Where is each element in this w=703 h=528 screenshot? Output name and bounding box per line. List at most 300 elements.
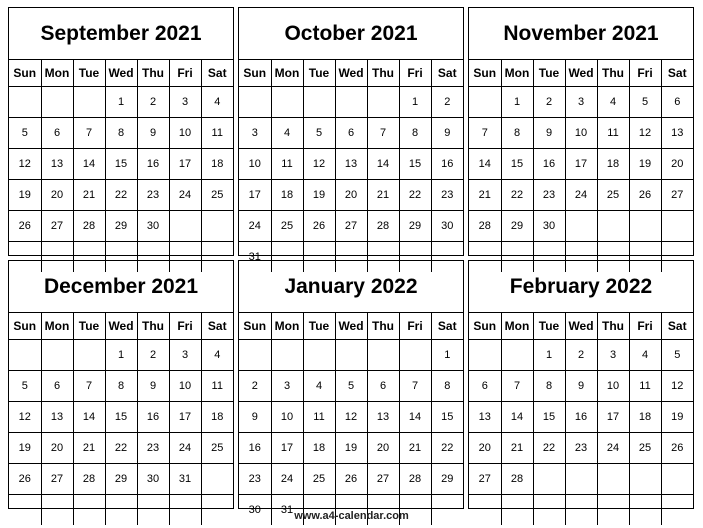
month-title: November 2021 xyxy=(469,8,693,60)
day-cell: 13 xyxy=(469,402,501,433)
month-calendar xyxy=(238,7,464,263)
day-cell: 27 xyxy=(335,211,367,242)
weekday-header: Wed xyxy=(105,60,137,87)
day-cell: 17 xyxy=(239,180,271,211)
day-cell: 28 xyxy=(73,211,105,242)
day-cell: 31 xyxy=(169,464,201,495)
day-cell: 21 xyxy=(399,433,431,464)
day-cell: 22 xyxy=(533,433,565,464)
day-cell: 15 xyxy=(501,149,533,180)
day-cell: 14 xyxy=(367,149,399,180)
day-cell: 5 xyxy=(629,87,661,118)
day-cell: 24 xyxy=(169,433,201,464)
day-cell: 16 xyxy=(137,402,169,433)
day-cell: 7 xyxy=(501,371,533,402)
day-cell: 12 xyxy=(661,371,693,402)
day-cell xyxy=(73,340,105,371)
day-cell: 27 xyxy=(41,464,73,495)
day-cell: 21 xyxy=(469,180,501,211)
month-table xyxy=(469,313,693,525)
day-cell: 26 xyxy=(303,211,335,242)
weekday-header: Thu xyxy=(367,60,399,87)
weekday-header: Mon xyxy=(41,313,73,340)
day-cell: 3 xyxy=(565,87,597,118)
day-cell xyxy=(335,340,367,371)
month-calendar xyxy=(8,260,234,509)
day-cell: 8 xyxy=(399,118,431,149)
weekday-header: Mon xyxy=(501,313,533,340)
day-cell: 17 xyxy=(169,149,201,180)
day-cell: 29 xyxy=(105,464,137,495)
day-cell xyxy=(597,464,629,495)
day-cell: 16 xyxy=(239,433,271,464)
day-cell: 4 xyxy=(303,371,335,402)
day-cell: 17 xyxy=(565,149,597,180)
day-cell xyxy=(303,87,335,118)
week-row xyxy=(9,371,233,402)
day-cell: 20 xyxy=(41,180,73,211)
week-row xyxy=(9,402,233,433)
weekday-header: Mon xyxy=(271,60,303,87)
day-cell: 30 xyxy=(533,211,565,242)
weekday-header: Wed xyxy=(335,313,367,340)
day-cell: 4 xyxy=(201,340,233,371)
day-cell: 30 xyxy=(137,464,169,495)
week-row xyxy=(469,118,693,149)
week-row xyxy=(239,402,463,433)
day-cell: 18 xyxy=(597,149,629,180)
weekday-header-row xyxy=(239,60,463,87)
weekday-header-row xyxy=(239,313,463,340)
day-cell: 13 xyxy=(41,149,73,180)
day-cell xyxy=(303,340,335,371)
day-cell: 30 xyxy=(137,211,169,242)
month-table xyxy=(9,313,233,525)
day-cell: 19 xyxy=(303,180,335,211)
day-cell: 31 xyxy=(271,495,303,526)
day-cell: 31 xyxy=(239,242,271,273)
day-cell: 27 xyxy=(41,211,73,242)
day-cell xyxy=(271,87,303,118)
week-row xyxy=(469,211,693,242)
day-cell: 3 xyxy=(271,371,303,402)
day-cell: 1 xyxy=(105,87,137,118)
day-cell: 2 xyxy=(565,340,597,371)
day-cell: 16 xyxy=(565,402,597,433)
day-cell: 10 xyxy=(565,118,597,149)
weekday-header: Wed xyxy=(565,60,597,87)
week-row xyxy=(469,433,693,464)
day-cell: 26 xyxy=(661,433,693,464)
day-cell: 2 xyxy=(533,87,565,118)
day-cell: 10 xyxy=(239,149,271,180)
day-cell: 13 xyxy=(41,402,73,433)
week-row xyxy=(239,149,463,180)
month-table xyxy=(9,60,233,272)
day-cell: 22 xyxy=(431,433,463,464)
weekday-header: Thu xyxy=(597,60,629,87)
day-cell: 9 xyxy=(239,402,271,433)
day-cell: 25 xyxy=(201,433,233,464)
day-cell: 17 xyxy=(597,402,629,433)
day-cell: 1 xyxy=(501,87,533,118)
day-cell xyxy=(629,211,661,242)
weekday-header: Wed xyxy=(335,60,367,87)
day-cell: 30 xyxy=(239,495,271,526)
weekday-header: Thu xyxy=(137,60,169,87)
weekday-header: Wed xyxy=(105,313,137,340)
week-row xyxy=(9,340,233,371)
day-cell: 12 xyxy=(9,402,41,433)
day-cell: 28 xyxy=(367,211,399,242)
day-cell: 17 xyxy=(169,402,201,433)
day-cell xyxy=(73,87,105,118)
day-cell: 4 xyxy=(271,118,303,149)
day-cell xyxy=(629,464,661,495)
day-cell: 23 xyxy=(137,433,169,464)
footer-website: www.a4-calendar.com xyxy=(294,510,409,522)
day-cell: 1 xyxy=(399,87,431,118)
weekday-header-row xyxy=(469,313,693,340)
month-title: October 2021 xyxy=(239,8,463,60)
day-cell: 15 xyxy=(105,402,137,433)
day-cell: 12 xyxy=(335,402,367,433)
day-cell: 24 xyxy=(565,180,597,211)
week-row xyxy=(9,87,233,118)
month-title: February 2022 xyxy=(469,261,693,313)
weekday-header: Tue xyxy=(303,313,335,340)
week-row xyxy=(9,180,233,211)
day-cell xyxy=(335,87,367,118)
day-cell: 18 xyxy=(271,180,303,211)
day-cell: 14 xyxy=(469,149,501,180)
day-cell: 2 xyxy=(137,340,169,371)
day-cell xyxy=(565,211,597,242)
weekday-header: Sat xyxy=(201,60,233,87)
weekday-header: Fri xyxy=(399,60,431,87)
day-cell: 7 xyxy=(73,118,105,149)
day-cell xyxy=(367,87,399,118)
day-cell xyxy=(565,464,597,495)
weekday-header: Sun xyxy=(469,60,501,87)
week-row xyxy=(239,87,463,118)
month-table xyxy=(239,313,463,525)
day-cell: 27 xyxy=(661,180,693,211)
day-cell: 14 xyxy=(73,149,105,180)
day-cell: 26 xyxy=(335,464,367,495)
day-cell: 16 xyxy=(137,149,169,180)
day-cell: 13 xyxy=(335,149,367,180)
day-cell xyxy=(533,464,565,495)
week-row xyxy=(239,433,463,464)
day-cell xyxy=(201,464,233,495)
day-cell xyxy=(661,211,693,242)
month-table xyxy=(239,60,463,272)
day-cell: 5 xyxy=(661,340,693,371)
weekday-header: Wed xyxy=(565,313,597,340)
day-cell: 25 xyxy=(271,211,303,242)
day-cell: 23 xyxy=(137,180,169,211)
day-cell: 8 xyxy=(105,371,137,402)
day-cell: 9 xyxy=(431,118,463,149)
day-cell: 22 xyxy=(501,180,533,211)
day-cell: 3 xyxy=(239,118,271,149)
day-cell: 9 xyxy=(137,118,169,149)
day-cell: 3 xyxy=(169,340,201,371)
day-cell: 8 xyxy=(501,118,533,149)
day-cell: 5 xyxy=(9,371,41,402)
day-cell: 14 xyxy=(73,402,105,433)
day-cell xyxy=(41,340,73,371)
day-cell: 4 xyxy=(629,340,661,371)
day-cell: 5 xyxy=(335,371,367,402)
week-row xyxy=(9,118,233,149)
day-cell: 18 xyxy=(629,402,661,433)
day-cell: 25 xyxy=(303,464,335,495)
day-cell: 22 xyxy=(105,180,137,211)
day-cell: 19 xyxy=(661,402,693,433)
day-cell: 12 xyxy=(629,118,661,149)
day-cell: 24 xyxy=(169,180,201,211)
day-cell: 6 xyxy=(367,371,399,402)
weekday-header: Sun xyxy=(9,313,41,340)
day-cell: 8 xyxy=(431,371,463,402)
weekday-header: Tue xyxy=(533,313,565,340)
weekday-header: Fri xyxy=(169,313,201,340)
day-cell: 6 xyxy=(41,118,73,149)
day-cell: 1 xyxy=(533,340,565,371)
day-cell: 15 xyxy=(105,149,137,180)
day-cell: 4 xyxy=(597,87,629,118)
week-row xyxy=(469,402,693,433)
week-row xyxy=(469,340,693,371)
weekday-header: Sat xyxy=(201,313,233,340)
day-cell: 1 xyxy=(431,340,463,371)
day-cell: 16 xyxy=(431,149,463,180)
day-cell: 26 xyxy=(629,180,661,211)
day-cell xyxy=(9,340,41,371)
day-cell: 6 xyxy=(469,371,501,402)
weekday-header: Fri xyxy=(629,313,661,340)
day-cell: 22 xyxy=(399,180,431,211)
weekday-header: Fri xyxy=(399,313,431,340)
day-cell: 19 xyxy=(9,180,41,211)
day-cell: 27 xyxy=(469,464,501,495)
weekday-header: Mon xyxy=(501,60,533,87)
day-cell: 24 xyxy=(239,211,271,242)
month-calendar xyxy=(8,7,234,256)
day-cell: 29 xyxy=(431,464,463,495)
day-cell: 18 xyxy=(303,433,335,464)
day-cell xyxy=(41,87,73,118)
day-cell xyxy=(597,211,629,242)
day-cell: 28 xyxy=(73,464,105,495)
day-cell: 14 xyxy=(501,402,533,433)
week-row xyxy=(9,464,233,495)
day-cell: 20 xyxy=(41,433,73,464)
day-cell: 18 xyxy=(201,149,233,180)
day-cell: 19 xyxy=(629,149,661,180)
day-cell: 6 xyxy=(41,371,73,402)
day-cell: 10 xyxy=(271,402,303,433)
weekday-header: Thu xyxy=(367,313,399,340)
weekday-header: Sat xyxy=(431,313,463,340)
day-cell: 23 xyxy=(431,180,463,211)
month-table xyxy=(469,60,693,272)
week-row xyxy=(9,149,233,180)
day-cell: 10 xyxy=(169,118,201,149)
weekday-header: Sun xyxy=(239,60,271,87)
day-cell: 21 xyxy=(73,180,105,211)
day-cell: 11 xyxy=(597,118,629,149)
week-row xyxy=(239,180,463,211)
weekday-header: Thu xyxy=(137,313,169,340)
day-cell: 23 xyxy=(565,433,597,464)
day-cell: 6 xyxy=(661,87,693,118)
day-cell: 21 xyxy=(73,433,105,464)
day-cell: 22 xyxy=(105,433,137,464)
day-cell xyxy=(469,340,501,371)
month-title: January 2022 xyxy=(239,261,463,313)
week-row xyxy=(469,464,693,495)
day-cell: 7 xyxy=(399,371,431,402)
day-cell: 29 xyxy=(501,211,533,242)
day-cell: 15 xyxy=(533,402,565,433)
day-cell: 30 xyxy=(431,211,463,242)
week-row xyxy=(469,371,693,402)
day-cell: 11 xyxy=(201,371,233,402)
week-row xyxy=(469,149,693,180)
day-cell: 25 xyxy=(201,180,233,211)
weekday-header: Tue xyxy=(533,60,565,87)
day-cell: 17 xyxy=(271,433,303,464)
day-cell: 15 xyxy=(431,402,463,433)
month-calendar xyxy=(468,260,694,509)
day-cell: 8 xyxy=(533,371,565,402)
day-cell: 2 xyxy=(239,371,271,402)
week-row xyxy=(9,211,233,242)
day-cell: 11 xyxy=(629,371,661,402)
day-cell: 6 xyxy=(335,118,367,149)
day-cell: 8 xyxy=(105,118,137,149)
day-cell: 24 xyxy=(597,433,629,464)
day-cell: 29 xyxy=(105,211,137,242)
weekday-header: Thu xyxy=(597,313,629,340)
day-cell: 3 xyxy=(597,340,629,371)
day-cell: 2 xyxy=(137,87,169,118)
day-cell xyxy=(501,340,533,371)
day-cell: 25 xyxy=(629,433,661,464)
weekday-header: Tue xyxy=(73,313,105,340)
day-cell: 7 xyxy=(469,118,501,149)
day-cell: 26 xyxy=(9,211,41,242)
day-cell: 20 xyxy=(367,433,399,464)
day-cell: 20 xyxy=(335,180,367,211)
weekday-header: Fri xyxy=(629,60,661,87)
day-cell: 23 xyxy=(533,180,565,211)
day-cell xyxy=(9,87,41,118)
day-cell: 1 xyxy=(105,340,137,371)
day-cell xyxy=(169,211,201,242)
day-cell: 2 xyxy=(431,87,463,118)
day-cell: 11 xyxy=(303,402,335,433)
day-cell: 19 xyxy=(335,433,367,464)
day-cell: 9 xyxy=(137,371,169,402)
day-cell: 11 xyxy=(201,118,233,149)
day-cell: 9 xyxy=(533,118,565,149)
weekday-header-row xyxy=(9,313,233,340)
day-cell: 13 xyxy=(661,118,693,149)
month-title: December 2021 xyxy=(9,261,233,313)
day-cell: 7 xyxy=(367,118,399,149)
day-cell: 7 xyxy=(73,371,105,402)
week-row xyxy=(469,87,693,118)
day-cell xyxy=(239,87,271,118)
day-cell: 19 xyxy=(9,433,41,464)
month-calendar xyxy=(468,7,694,256)
day-cell: 10 xyxy=(169,371,201,402)
day-cell: 18 xyxy=(201,402,233,433)
week-row xyxy=(239,118,463,149)
week-row xyxy=(239,211,463,242)
week-row xyxy=(239,371,463,402)
day-cell xyxy=(399,340,431,371)
weekday-header: Fri xyxy=(169,60,201,87)
day-cell xyxy=(469,87,501,118)
weekday-header: Sat xyxy=(431,60,463,87)
week-row xyxy=(469,180,693,211)
day-cell: 24 xyxy=(271,464,303,495)
day-cell xyxy=(201,211,233,242)
day-cell: 4 xyxy=(201,87,233,118)
weekday-header: Sun xyxy=(9,60,41,87)
day-cell: 16 xyxy=(533,149,565,180)
day-cell: 29 xyxy=(399,211,431,242)
weekday-header: Mon xyxy=(41,60,73,87)
day-cell: 9 xyxy=(565,371,597,402)
week-row xyxy=(239,464,463,495)
day-cell xyxy=(239,340,271,371)
weekday-header: Mon xyxy=(271,313,303,340)
day-cell: 20 xyxy=(469,433,501,464)
weekday-header: Sun xyxy=(239,313,271,340)
day-cell: 5 xyxy=(303,118,335,149)
day-cell xyxy=(367,340,399,371)
day-cell: 14 xyxy=(399,402,431,433)
week-row xyxy=(239,340,463,371)
day-cell: 12 xyxy=(303,149,335,180)
month-title: September 2021 xyxy=(9,8,233,60)
weekday-header-row xyxy=(469,60,693,87)
weekday-header: Tue xyxy=(73,60,105,87)
day-cell: 25 xyxy=(597,180,629,211)
day-cell: 5 xyxy=(9,118,41,149)
day-cell: 11 xyxy=(271,149,303,180)
day-cell: 10 xyxy=(597,371,629,402)
day-cell: 20 xyxy=(661,149,693,180)
day-cell xyxy=(271,340,303,371)
day-cell: 21 xyxy=(367,180,399,211)
day-cell: 26 xyxy=(9,464,41,495)
day-cell: 27 xyxy=(367,464,399,495)
weekday-header: Sat xyxy=(661,60,693,87)
day-cell: 28 xyxy=(501,464,533,495)
day-cell: 28 xyxy=(469,211,501,242)
weekday-header: Sat xyxy=(661,313,693,340)
day-cell xyxy=(661,464,693,495)
week-row xyxy=(9,433,233,464)
day-cell: 23 xyxy=(239,464,271,495)
